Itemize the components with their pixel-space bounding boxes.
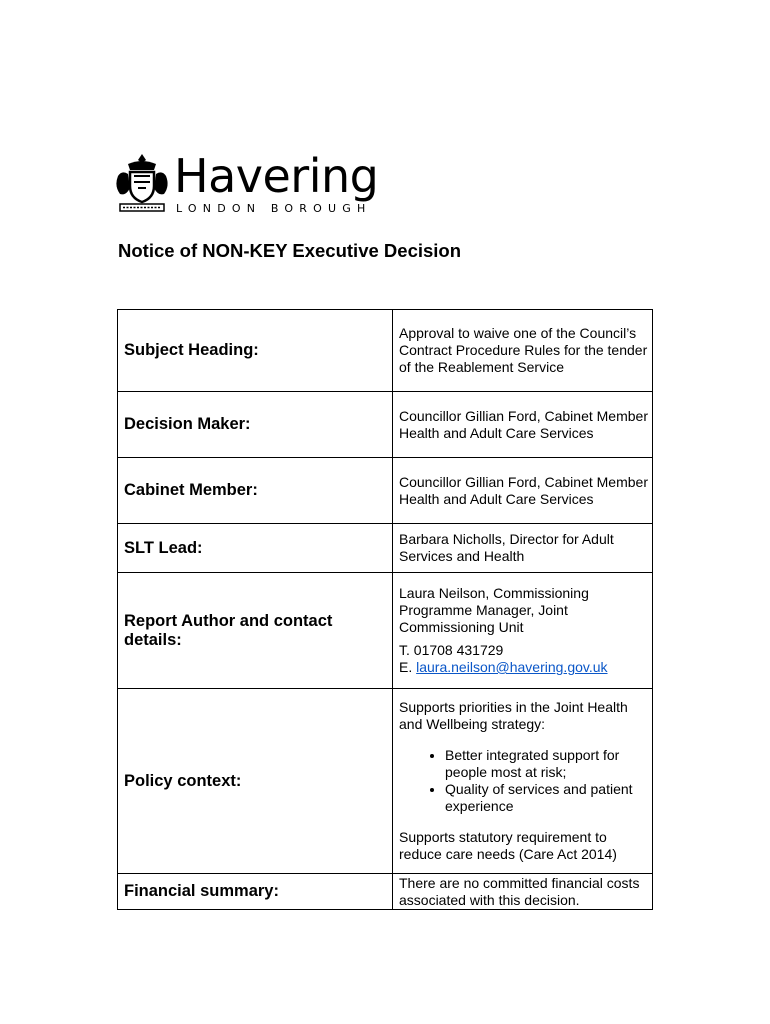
logo-subtitle: LONDON BOROUGH <box>176 202 372 215</box>
subject-heading-label: Subject Heading: <box>118 310 393 392</box>
table-row <box>118 874 653 910</box>
financial-summary-value: There are no committed financial costs associated with this decision. <box>393 874 653 910</box>
author-email-link[interactable]: laura.neilson@havering.gov.uk <box>416 659 608 675</box>
cabinet-member-value: Councillor Gillian Ford, Cabinet Member Health and Adult Care Services <box>393 458 653 524</box>
policy-bullet-list <box>399 747 648 815</box>
policy-intro: Supports priorities in the Joint Health and Wellbeing strategy: <box>399 699 628 732</box>
email-prefix: E. <box>399 659 413 675</box>
cabinet-member-label: Cabinet Member: <box>118 458 393 524</box>
report-author-name: Laura Neilson, Commissioning Programme Manager, Joint Commissioning Unit <box>399 585 589 635</box>
report-author-value <box>393 573 653 689</box>
report-author-label: Report Author and contact details: <box>118 573 393 689</box>
decision-table <box>117 309 653 910</box>
policy-outro: Supports statutory requirement to reduce care needs (Care Act 2014) <box>399 829 617 862</box>
table-row <box>118 392 653 458</box>
borough-crest-icon <box>114 152 170 216</box>
table-row <box>118 573 653 689</box>
table-row <box>118 689 653 874</box>
subject-heading-value: Approval to waive one of the Council’s Contract Procedure Rules for the tender of the Reablement Service <box>393 310 653 392</box>
policy-context-label: Policy context: <box>118 689 393 874</box>
table-row <box>118 310 653 392</box>
decision-maker-value: Councillor Gillian Ford, Cabinet Member Health and Adult Care Services <box>393 392 653 458</box>
decision-maker-label: Decision Maker: <box>118 392 393 458</box>
table-row <box>118 458 653 524</box>
report-author-email-line <box>399 659 648 676</box>
policy-context-value <box>393 689 653 874</box>
list-item: • Quality of services and patient experience <box>445 781 648 815</box>
slt-lead-value: Barbara Nicholls, Director for Adult Services and Health <box>393 524 653 573</box>
logo-wordmark: Havering <box>174 149 379 203</box>
list-item: • Better integrated support for people most at risk; <box>445 747 648 781</box>
table-row <box>118 524 653 573</box>
report-author-phone: T. 01708 431729 <box>399 642 504 658</box>
slt-lead-label: SLT Lead: <box>118 524 393 573</box>
havering-logo <box>114 149 404 222</box>
financial-summary-label: Financial summary: <box>118 874 393 910</box>
page-title: Notice of NON-KEY Executive Decision <box>118 240 462 261</box>
